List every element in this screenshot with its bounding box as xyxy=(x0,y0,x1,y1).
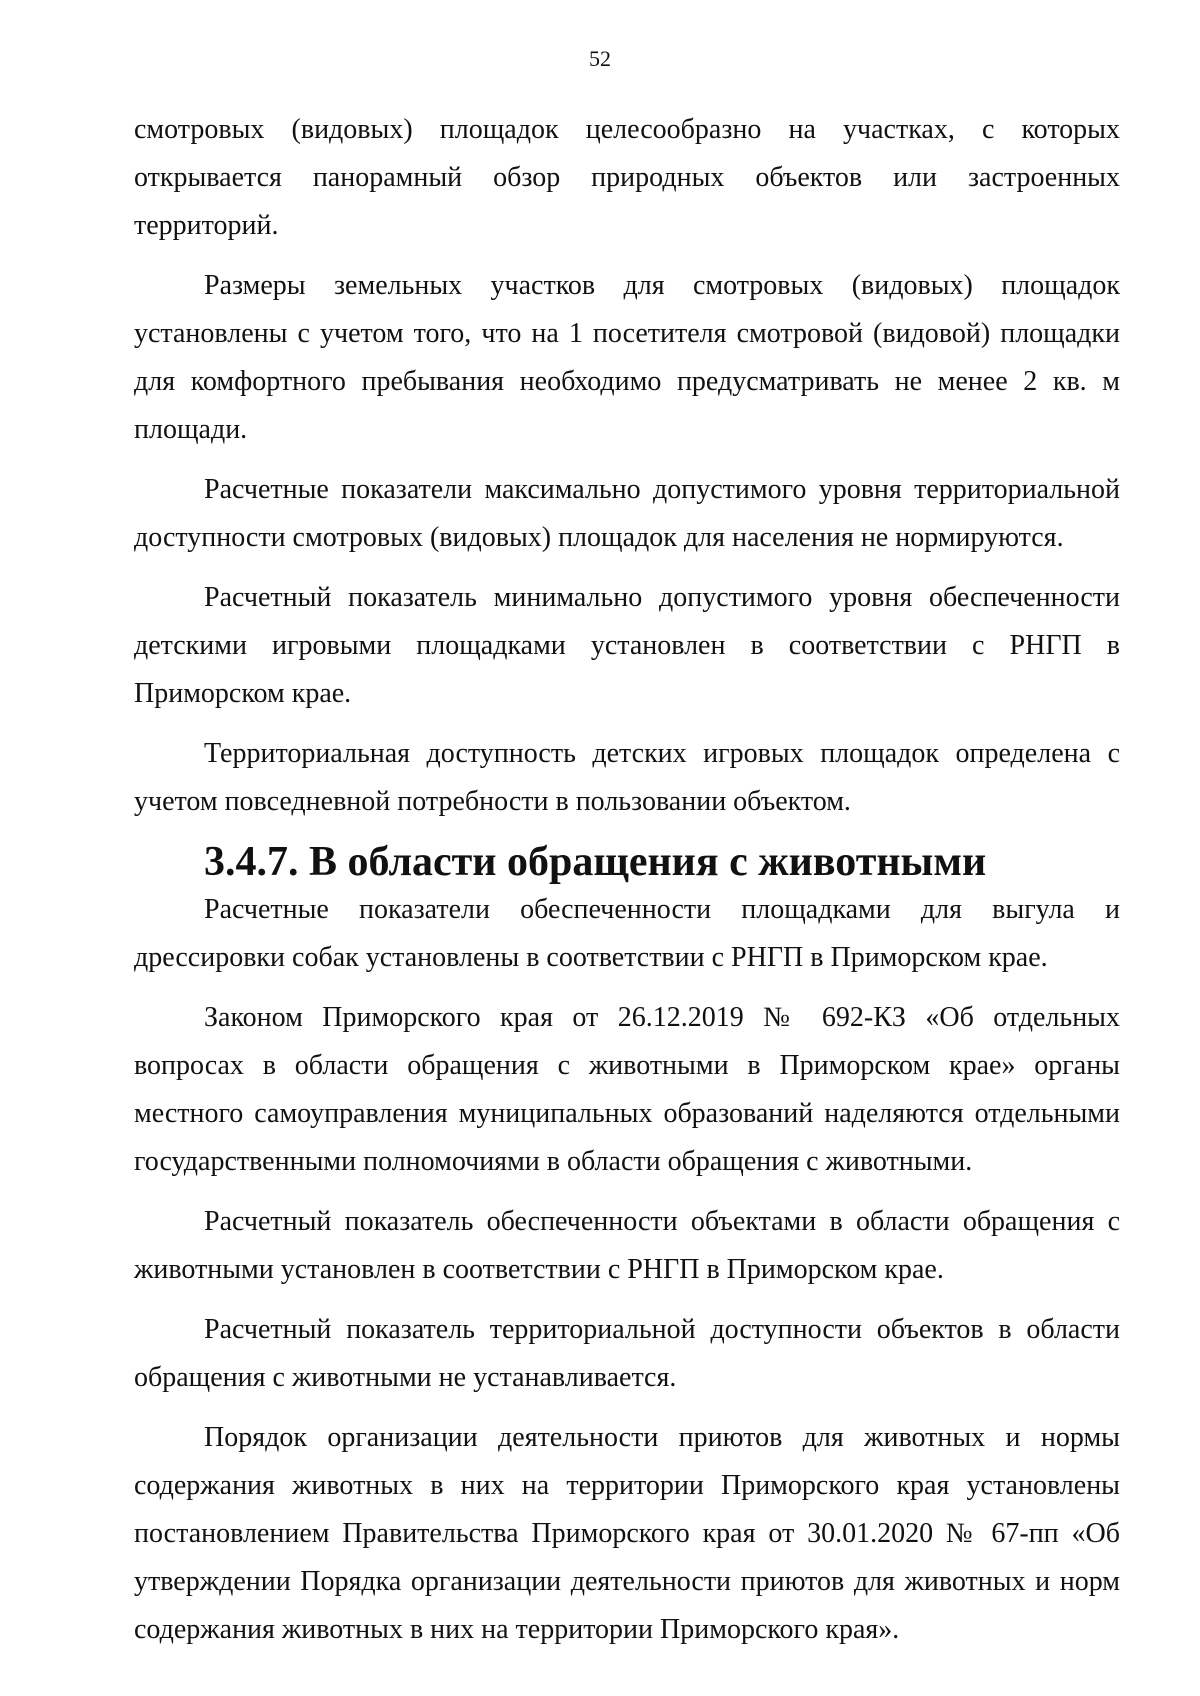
paragraph: Территориальная доступность детских игровых площадок определена с учетом повседневной потребности в пользовании объектом. xyxy=(134,738,1120,817)
paragraph: Расчетный показатель территориальной доступности объектов в области обращения с животными не устанавливается. xyxy=(134,1314,1120,1393)
paragraph: Расчетный показатель обеспеченности объектами в области обращения с животными установлен в соответствии с РНГП в Приморском крае. xyxy=(134,1206,1120,1285)
page-number: 52 xyxy=(589,46,611,71)
section-heading: 3.4.7. В области обращения с животными xyxy=(204,839,987,885)
paragraph-continuation: смотровых (видовых) площадок целесообразно на участках, с которых открывается панорамный обзор природных объектов или застроенных территорий. xyxy=(134,114,1120,241)
paragraph: Порядок организации деятельности приютов для животных и нормы содержания животных в них на территории Приморского края установлены постановлением Правительства Приморского края от 30.01.2020 № 67-пп «Об утверждении Порядка организации деятельности приютов для животных и норм содержания животных в них на территории Приморского края». xyxy=(134,1422,1120,1645)
document-body xyxy=(134,106,1120,1666)
paragraph: Расчетные показатели максимально допустимого уровня территориальной доступности смотровых (видовых) площадок для населения не нормируются. xyxy=(134,474,1120,553)
paragraph: Расчетный показатель минимально допустимого уровня обеспеченности детскими игровыми площадками установлен в соответствии с РНГП в Приморском крае. xyxy=(134,582,1120,709)
paragraph: Законом Приморского края от 26.12.2019 № 692-КЗ «Об отдельных вопросах в области обращения с животными в Приморском крае» органы местного самоуправления муниципальных образований наделяются отдельными государственными полномочиями в области обращения с животными. xyxy=(134,1002,1120,1177)
paragraph: Расчетные показатели обеспеченности площадками для выгула и дрессировки собак установлены в соответствии с РНГП в Приморском крае. xyxy=(134,894,1120,973)
paragraph: Размеры земельных участков для смотровых (видовых) площадок установлены с учетом того, что на 1 посетителя смотровой (видовой) площадки для комфортного пребывания необходимо предусматривать не менее 2 кв. м площади. xyxy=(134,270,1120,445)
